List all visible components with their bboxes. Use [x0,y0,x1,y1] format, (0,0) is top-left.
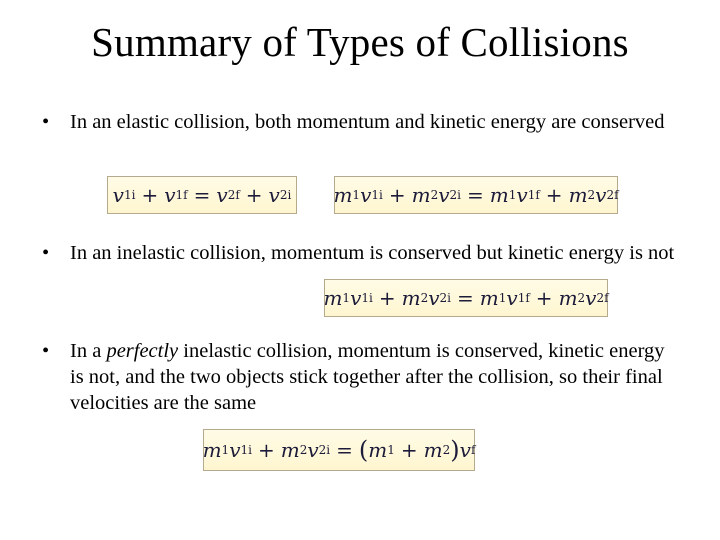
emphasis-perfectly: perfectly [106,340,179,362]
bullet-inelastic [42,240,678,266]
bullet-text: In a perfectly inelastic collision, momentum is conserved, kinetic energy is not, and the two objects stick together after the collision, so their final velocities are the same [70,340,665,414]
slide-title: Summary of Types of Collisions [91,19,629,65]
bullet-marker: • [42,242,50,264]
equation-elastic-momentum: m 1 v 1i + m 2 v 2i = m 1 v 1f + m 2 v 2f [334,176,618,214]
equation-elastic-velocity: v 1i + v 1f = v 2f + v 2i [107,176,297,214]
bullet-elastic [42,109,678,135]
equation-perfectly-inelastic: m 1 v 1i + m 2 v 2i = ( m 1 + m 2 ) v f [203,429,475,471]
bullet-marker: • [42,111,50,133]
equation-inelastic-momentum: m 1 v 1i + m 2 v 2i = m 1 v 1f + m 2 v 2f [324,279,608,317]
bullet-marker: • [42,340,50,362]
bullet-perfectly-inelastic [42,338,678,416]
bullet-text: In an inelastic collision, momentum is conserved but kinetic energy is not [70,242,675,264]
bullet-text: In an elastic collision, both momentum and kinetic energy are conserved [70,111,665,133]
